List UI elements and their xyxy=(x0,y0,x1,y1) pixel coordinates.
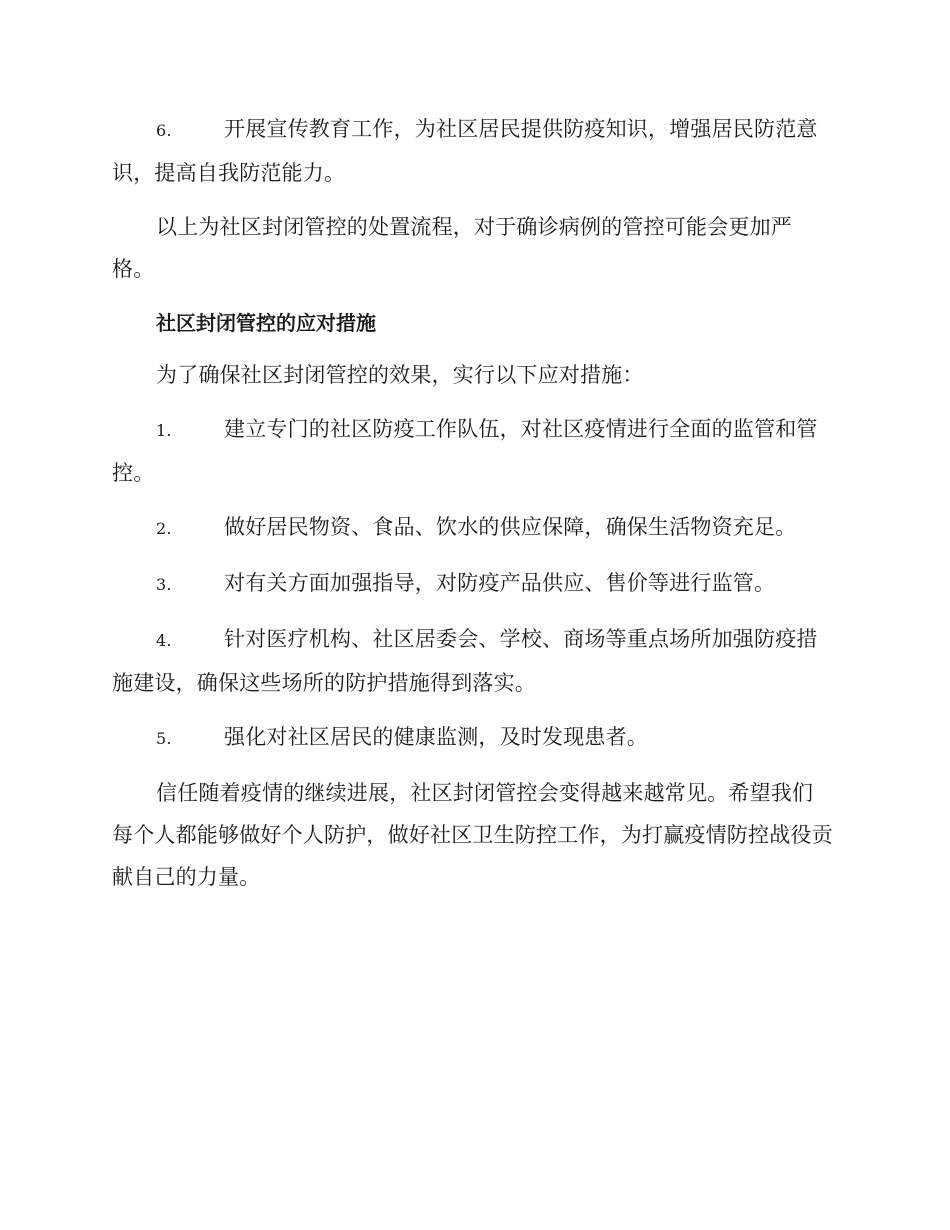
list-item xyxy=(112,716,834,760)
list-number: 1. xyxy=(156,421,172,440)
list-text: 开展宣传教育工作，为社区居民提供防疫知识，增强居民防范意识，提高自我防范能力。 xyxy=(112,117,818,185)
list-item xyxy=(112,562,834,606)
list-text: 建立专门的社区防疫工作队伍，对社区疫情进行全面的监管和管控。 xyxy=(112,417,818,485)
list-number: 4. xyxy=(156,631,172,650)
list-text: 对有关方面加强指导，对防疫产品供应、售价等进行监管。 xyxy=(224,571,776,595)
closing-paragraph: 信任随着疫情的继续进展，社区封闭管控会变得越来越常见。希望我们每个人都能够做好个人防护，做好社区卫生防控工作，为打赢疫情防控战役贡献自己的力量。 xyxy=(112,781,833,889)
list-item xyxy=(112,108,834,194)
list-number: 2. xyxy=(156,519,172,538)
list-text: 做好居民物资、食品、饮水的供应保障，确保生活物资充足。 xyxy=(224,515,797,539)
section-heading: 社区封闭管控的应对措施 xyxy=(156,311,376,335)
list-number: 3. xyxy=(156,575,172,594)
intro-paragraph: 为了确保社区封闭管控的效果，实行以下应对措施： xyxy=(156,363,644,387)
list-item xyxy=(112,506,834,550)
list-text: 强化对社区居民的健康监测，及时发现患者。 xyxy=(224,725,648,749)
list-number: 5. xyxy=(156,729,172,748)
summary-paragraph: 以上为社区封闭管控的处置流程，对于确诊病例的管控可能会更加严格。 xyxy=(112,215,792,281)
document-page xyxy=(112,108,834,910)
list-text: 针对医疗机构、社区居委会、学校、商场等重点场所加强防疫措施建设，确保这些场所的防护措施得到落实。 xyxy=(112,627,818,695)
list-number: 6. xyxy=(156,121,172,140)
list-item xyxy=(112,618,834,704)
list-item xyxy=(112,408,834,494)
